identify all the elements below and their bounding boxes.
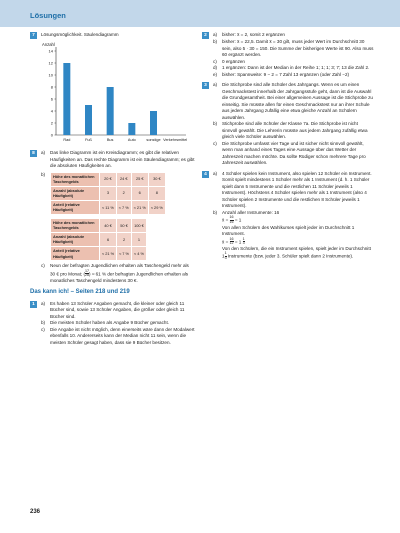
bar — [150, 111, 157, 135]
frequency-table-2 — [50, 218, 147, 261]
bar — [128, 123, 135, 135]
table-cell: ≈ 29 % — [149, 201, 165, 214]
item-text: Die Stichprobe sind alle Schüler des Jahrgangs. Wenn es um einen Geschmackstest innerhalb der Jahrgangsstufe geht, dann ist die Auswahl die Grundgesamtheit. Bei einer allgemeinen Aussage ist die Stichprobe zu einseitig. Sie müsste allen für einen Geschmackstest nur an ihrer Schule aus jedem Jahrgang zufällig eine etwa gleiche Anzahl an Schülern auswählen. — [222, 82, 373, 120]
table-cell: 2 — [117, 233, 131, 246]
page-number: 236 — [30, 509, 41, 516]
tables — [50, 172, 166, 262]
item-text: Anzahl aller Instrumente: 16 x̄ = $\frac{16}{16}$ = 1 Von allen Schülern des Wahlkurses spielt jeder im Durchschnitt 1 Instrument. x̄ = $\frac{16}{12}$ = 1 $\frac{1}{3}$ Von den Schülern, die ein Instrument spielen, spielt jeder im Durchschnitt 1 $\frac{1}{3}$ Instrumente (bzw. jeder 3. Schüler spielt dann 2 Instrumente). — [222, 209, 371, 260]
table-cell: ≈ 11 % — [100, 201, 116, 214]
table-cell: 3 — [100, 187, 116, 200]
y-axis-label: Anzahl — [42, 42, 55, 47]
formula-lhs: x̄ = — [222, 217, 229, 223]
fraction — [230, 216, 234, 224]
right-column — [202, 32, 374, 261]
item-text: Die Stichprobe umfasst vier Tage und ist sicher nicht sinnvoll gewählt, wenn man anhand eines Tages eine Aussage über das Wetter der Jahreszeit machen möchte. Da sollte Rüdiger schon mehrere Tage pro Jahreszeit auswählen. — [222, 140, 366, 166]
table-header: Anteil (relative Häufigkeit) — [51, 201, 99, 214]
task-3-b — [213, 121, 374, 141]
y-tick-label: 2 — [50, 120, 53, 126]
task-number: 3 — [202, 82, 209, 89]
task-number: 1 — [30, 301, 37, 308]
task-7 — [30, 32, 195, 147]
denominator: 28 — [85, 273, 89, 278]
fraction — [243, 238, 245, 246]
text: Von allen Schülern des Wahlkurses spielt jeder im Durchschnitt 1 Instrument. — [222, 224, 355, 237]
x-tick-label: sonstige — [146, 138, 161, 142]
item-text: 1 ergänzen: Dann ist der Median in der Reihe 1; 1; 1; 3; 7; 13 die Zahl 2. — [222, 65, 370, 71]
fraction — [230, 238, 234, 246]
table-header: Anteil (relative Häufigkeit) — [51, 247, 99, 260]
item-text: Stichprobe sind alle Schüler der Klasse 7a. Die Stichprobe ist nicht sinnvoll gewählt. Die Lehrerin müsste aus jedem Jahrgang zufällig etwa gleich viele Schüler auswählen. — [222, 121, 368, 140]
page-title: Lösungen — [30, 11, 66, 20]
x-tick-label: Fuß — [85, 138, 92, 142]
y-tick-label: 6 — [50, 96, 53, 102]
table-cell: 25 € — [132, 173, 148, 186]
text: Von den Schülern, die ein Instrument spielen, spielt jeder im Durchschnitt — [222, 245, 371, 251]
y-tick-label: 0 — [50, 132, 53, 138]
table-header: Anzahl (absolute Häufigkeit) — [51, 187, 99, 200]
item-text: Neun der befragten Jugendlichen erhalten als Taschengeld mehr als 30 € pro Monat; ( $\frac{17}{28}$ ) ≈ 61 % der befragten Jugendlichen erhalten als monatliches Taschengeld mindestens 30 €. — [50, 263, 189, 283]
y-tick-label: 4 — [50, 108, 53, 114]
table-cell: ≈ 4 % — [132, 247, 146, 260]
denominator: 16 — [229, 220, 234, 224]
task-3-c — [213, 141, 374, 167]
header-bar — [0, 0, 400, 27]
bar — [63, 63, 70, 135]
numerator: 1 — [242, 236, 245, 241]
item-label: b) — [213, 39, 218, 44]
formula-rhs: = 1 — [234, 238, 242, 244]
item-label: b) — [41, 320, 46, 326]
frequency-table-1 — [50, 172, 166, 215]
y-tick-label: 10 — [48, 72, 53, 78]
task-8-c — [41, 263, 195, 284]
table-cell: ≈ 21 % — [100, 247, 116, 260]
task-1-a — [30, 301, 195, 321]
table-cell: 2 — [117, 187, 131, 200]
item-text: Die Angabe ist nicht möglich, denn einerseits wäre dann der Modalwert ebenfalls 10. Andererseits kann der Median nicht 11 sein, wenn die meisten Schüler gesagt haben, dass sie 9 Bücher besitzen. — [50, 326, 195, 345]
task-number: 7 — [30, 32, 37, 39]
item-label: b) — [41, 171, 46, 177]
section-heading: Das kann ich! – Seiten 218 und 219 — [30, 289, 130, 296]
numerator: 16 — [229, 215, 234, 220]
item-label: b) — [213, 121, 218, 127]
item-text: 4 Schüler spielen kein Instrument, also spielen 12 Schüler ein Instrument. Somit spielt mindestens 1 Schüler mehr als 1 Instrument (d. h. 1 Schüler spielt dann 5 Instrumente und die restlichen 11 Schüler jeweils 1 Instrument). Höchstens 4 Schüler spielen mehr als 1 Instrument (also 4 Schüler spielen 2 Instrumente und die restlichen 8 Schüler jeweils 1 Instrument). — [222, 170, 372, 209]
task-8-a — [30, 150, 195, 170]
y-tick-label: 12 — [48, 60, 53, 66]
table-cell: ≈ 7 % — [117, 201, 131, 214]
y-tick-label: 8 — [50, 84, 53, 90]
item-text: Die meisten Schüler haben als Angabe 9 Bücher gemacht. — [50, 320, 169, 326]
item-label: a) — [213, 170, 218, 176]
left-column — [30, 32, 195, 346]
bar-chart-svg — [40, 39, 190, 147]
item-label: b) — [213, 209, 218, 215]
item-label: c) — [41, 263, 45, 269]
table-cell: 24 € — [117, 173, 131, 186]
table-cell: 8 — [149, 187, 165, 200]
numerator: 17 — [85, 268, 89, 273]
text: Neun der befragten Jugendlichen erhalten als Taschengeld mehr als 30 € pro Monat; — [50, 263, 189, 276]
x-tick-label: Verkehrsmittel — [163, 138, 188, 142]
task-3-a — [202, 82, 374, 121]
task-8-b — [41, 172, 195, 262]
task-8 — [30, 150, 195, 284]
text: der befragten Jugendlichen erhalten als monatliches Taschengeld mindestens 30 €. — [50, 270, 189, 283]
task-intro: Lösungsmöglichkeit. Säulendiagramm — [41, 32, 119, 37]
item-label: e) — [213, 71, 218, 77]
task-number: 4 — [202, 171, 209, 178]
item-text: bisher: Spannweite: 9 − 2 = 7 Zahl 13 ergänzen (oder Zahl −2) — [222, 71, 350, 77]
item-label: a) — [213, 82, 218, 88]
item-label: c) — [213, 58, 217, 64]
denominator: 3 — [224, 255, 227, 260]
numerator: 1 — [224, 251, 227, 256]
x-tick-label: Auto — [127, 138, 136, 142]
table-header: Anzahl (absolute Häufigkeit) — [51, 233, 99, 246]
text: Anzahl aller Instrumente: 16 — [222, 209, 280, 215]
item-text: bisher: x̄ = 2, somit 2 ergänzen — [222, 32, 285, 37]
item-label: c) — [213, 140, 217, 146]
item-text: bisher: x̄ = 22,5. Damit x̄ = 30 gilt, muss jeder Wert im Durchschnitt 30 sein, also 5 · 30 = 150. Die Summe der bisherigen Werte ist 90. Also muss 60 ergänzt werden. — [222, 39, 374, 58]
item-label: c) — [41, 326, 45, 332]
bar-chart — [40, 39, 190, 147]
item-label: a) — [41, 150, 46, 155]
table-cell: ≈ 7 % — [117, 247, 131, 260]
task-4 — [202, 171, 374, 261]
task-1-c — [41, 327, 195, 347]
table-cell: ≈ 21 % — [132, 201, 148, 214]
task-4-b — [213, 210, 374, 261]
table-cell: 6 — [132, 187, 148, 200]
item-text: 0 ergänzen — [222, 58, 245, 64]
item-label: a) — [213, 32, 218, 37]
task-4-a — [202, 171, 374, 210]
item-label: d) — [213, 65, 218, 71]
x-tick-label: Rad — [63, 138, 71, 142]
table-cell: 50 € — [117, 219, 131, 232]
fraction — [225, 252, 227, 260]
bar — [85, 105, 92, 135]
formula-lhs: x̄ = — [222, 238, 229, 244]
task-number: 2 — [202, 32, 209, 39]
denominator: 3 — [242, 241, 245, 246]
item-text: Das linke Diagramm ist ein Kreisdiagramm; es gibt die relativen Häufigkeiten an. Das rechte Diagramm ist ein Säulendiagramm; es gibt die absoluten Häufigkeiten an. — [50, 150, 195, 169]
table-header: Höhe des monatlichen Taschengelds — [51, 173, 99, 186]
item-label: a) — [41, 300, 46, 306]
y-tick-label: 14 — [48, 48, 53, 54]
task-2-e — [213, 72, 374, 79]
task-1 — [30, 301, 195, 347]
text: ≈ 61 % — [91, 270, 107, 276]
task-2-b — [213, 39, 374, 59]
table-header: Höhe des monatlichen Taschengelds — [51, 219, 99, 232]
fraction — [85, 270, 89, 278]
bar — [107, 87, 114, 135]
item-text: Es haben 13 Schüler Angaben gemacht, die kleiner oder gleich 11 Bücher sind, sowie 13 Schüler Angaben, die größer oder gleich 11 Bücher sind. — [50, 300, 185, 319]
task-number: 8 — [30, 150, 37, 157]
table-cell: 20 € — [100, 173, 116, 186]
task-3 — [202, 82, 374, 167]
table-cell: 30 € — [149, 173, 165, 186]
denominator: 12 — [229, 241, 234, 246]
x-tick-label: Bus — [106, 138, 114, 142]
table-cell: 100 € — [132, 219, 146, 232]
numerator: 16 — [229, 236, 234, 241]
task-2-a — [202, 32, 374, 39]
table-cell: 6 — [100, 233, 116, 246]
table-cell: 1 — [132, 233, 146, 246]
table-cell: 40 € — [100, 219, 116, 232]
task-2 — [202, 32, 374, 78]
text: Instrumente (bzw. jeder 3. Schüler spielt dann 2 Instrumente). — [227, 253, 354, 259]
formula-rhs: = 1 — [234, 217, 242, 223]
